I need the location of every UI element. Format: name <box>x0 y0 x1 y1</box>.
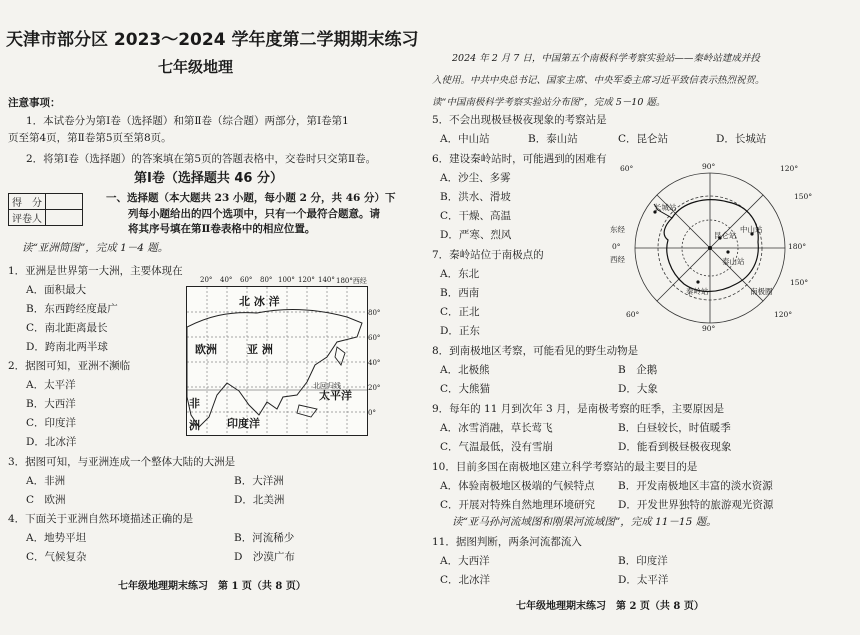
reading-2: 读“亚马孙河流域图和刚果河流域图”，完成 11－15 题。 <box>452 516 717 528</box>
q5-option-b: B．泰山站 <box>528 133 578 145</box>
polar-deg-120-sw: 120° <box>774 310 793 319</box>
polar-deg-60-nw: 60° <box>620 164 634 173</box>
score-label: 得 分 <box>9 194 46 210</box>
intro-line3: 读“中国南极科学考察实验站分布图”，完成 5－10 题。 <box>432 97 666 108</box>
polar-deg-120-ne: 120° <box>780 164 799 173</box>
lon-120: 120° <box>298 276 315 284</box>
q4-option-a: A．地势平坦 <box>26 532 87 544</box>
instr-line3: 将其序号填在第Ⅱ卷表格中的相应位置。 <box>128 223 316 235</box>
lat-80: 80° <box>368 309 381 317</box>
left-footer: 七年级地理期末练习 第 1 页（共 8 页） <box>118 581 306 592</box>
q7-stem: 7．秦岭站位于南极点的 <box>432 249 544 261</box>
label-indian-ocean: 印度洋 <box>227 417 260 430</box>
lon-80: 80° <box>260 276 273 284</box>
antarctica-map <box>610 160 813 335</box>
label-africa-1: 非 <box>189 397 200 410</box>
q11-stem: 11．据图判断，两条河流都流入 <box>432 536 582 548</box>
q6-option-b: B．洪水、滑坡 <box>440 191 511 203</box>
q7-option-c: C．正北 <box>440 306 480 318</box>
q8-option-d: D．大象 <box>618 383 658 395</box>
q8-stem: 8．到南极地区考察，可能看见的野生动物是 <box>432 345 639 357</box>
station-kunlun: 昆仑站 <box>714 231 737 240</box>
notice-2: 2．将第Ⅰ卷（选择题）的答案填在第5页的答题表格中，交卷时只交第Ⅱ卷。 <box>26 153 377 165</box>
lat-60: 60° <box>368 334 381 342</box>
q7-option-b: B．西南 <box>440 287 480 299</box>
q9-option-b: B．白昼较长，时值暖季 <box>618 422 731 434</box>
lat-0: 0° <box>368 409 376 417</box>
q11-option-d: D．太平洋 <box>618 574 669 586</box>
q7-option-d: D．正东 <box>440 325 480 337</box>
lon-20: 20° <box>200 276 213 284</box>
q2-option-b: B．大西洋 <box>26 398 76 410</box>
label-europe: 欧洲 <box>195 343 217 356</box>
notice-heading: 注意事项： <box>8 97 61 109</box>
polar-deg-150-w: 150° <box>790 278 809 287</box>
station-taishan: 泰山站 <box>722 257 745 266</box>
q11-option-c: C．北冰洋 <box>440 574 491 586</box>
polar-deg-90-top: 90° <box>702 162 716 171</box>
label-africa-2: 洲 <box>189 419 200 432</box>
polar-deg-90-bottom: 90° <box>702 324 716 333</box>
label-asia: 亚 洲 <box>247 343 273 356</box>
section-title: 第Ⅰ卷（选择题共 46 分） <box>134 171 283 186</box>
score-table <box>8 193 83 226</box>
station-qinling: 秦岭站 <box>686 287 709 296</box>
right-page <box>430 0 860 635</box>
reading-1: 读“亚洲简图”，完成 1－4 题。 <box>22 242 169 254</box>
q9-stem: 9．每年的 11 月到次年 3 月，是南极考察的旺季，主要原因是 <box>432 403 725 415</box>
label-arctic-ocean: 北 冰 洋 <box>239 295 280 308</box>
q3-option-a: A．非洲 <box>26 475 66 487</box>
notice-1-line2: 页至第4页，第Ⅱ卷第5页至第8页。 <box>8 132 172 144</box>
q4-stem: 4．下面关于亚洲自然环境描述正确的是 <box>8 513 194 525</box>
q2-stem: 2．据图可知，亚洲不濒临 <box>8 360 131 372</box>
intro-line1: 2024 年 2 月 7 日，中国第五个南极科学考察实验站——秦岭站建成并投 <box>452 53 760 64</box>
q11-option-b: B．印度洋 <box>618 555 668 567</box>
instr-line2: 列每小题给出的四个选项中，只有一个最符合题意。请 <box>128 208 380 220</box>
q11-option-a: A．大西洋 <box>440 555 490 567</box>
q6-option-c: C．干燥、高温 <box>440 210 512 222</box>
polar-deg-180: 180° <box>788 242 807 251</box>
lon-100: 100° <box>278 276 295 284</box>
q8-option-a: A．北极熊 <box>440 364 490 376</box>
asia-map-frame <box>186 286 368 436</box>
notice-1-line1: 1．本试卷分为第Ⅰ卷（选择题）和第Ⅱ卷（综合题）两部分，第Ⅰ卷第1 <box>26 115 349 127</box>
q2-option-c: C．印度洋 <box>26 417 77 429</box>
asia-map <box>186 276 382 436</box>
q10-option-a: A．体验南极地区极端的气候特点 <box>440 480 595 492</box>
q1-option-d: D．跨南北两半球 <box>26 341 108 353</box>
station-changcheng: 长城站 <box>654 203 677 212</box>
q2-option-a: A．太平洋 <box>26 379 76 391</box>
q4-option-c: C．气候复杂 <box>26 551 87 563</box>
q1-stem: 1．亚洲是世界第一大洲，主要体现在 <box>8 265 183 277</box>
label-pacific: 太平洋 <box>319 389 352 402</box>
intro-line2: 入使用。中共中央总书记、国家主席、中央军委主席习近平致信表示热烈祝贺。 <box>432 75 765 86</box>
q4-option-d: D 沙漠广布 <box>234 551 295 563</box>
q8-option-c: C．大熊猫 <box>440 383 491 395</box>
q9-option-c: C．气温最低，没有雪崩 <box>440 441 554 453</box>
q5-stem: 5．不会出现极昼极夜现象的考察站是 <box>432 114 607 126</box>
q1-option-a: A．面积最大 <box>26 284 87 296</box>
q4-option-b: B．河流稀少 <box>234 532 295 544</box>
q1-option-b: B．东西跨经度最广 <box>26 303 118 315</box>
q10-stem: 10．目前多国在南极地区建立科学考察站的最主要目的是 <box>432 461 698 473</box>
q9-option-a: A．冰雪消融，草长莺飞 <box>440 422 553 434</box>
polar-deg-150-e: 150° <box>794 192 813 201</box>
q3-option-c: C 欧洲 <box>26 494 66 506</box>
q9-option-d: D．能看到极昼极夜现象 <box>618 441 732 453</box>
q6-option-d: D．严寒、烈风 <box>440 229 512 241</box>
q10-option-d: D．开发世界独特的旅游观光资源 <box>618 499 774 511</box>
q5-option-a: A．中山站 <box>440 133 490 145</box>
q10-option-c: C．开展对特殊自然地理环境研究 <box>440 499 596 511</box>
antarctica-map-drawing <box>610 160 813 335</box>
q1-option-c: C．南北距离最长 <box>26 322 108 334</box>
lon-60: 60° <box>240 276 253 284</box>
label-tropic-of-cancer: 北回归线 <box>313 382 341 390</box>
lon-40: 40° <box>220 276 233 284</box>
q3-stem: 3．据图可知，与亚洲连成一个整体大陆的大洲是 <box>8 456 236 468</box>
lat-20: 20° <box>368 384 381 392</box>
lat-40: 40° <box>368 359 381 367</box>
right-footer: 七年级地理期末练习 第 2 页（共 8 页） <box>516 601 704 612</box>
score-cell[interactable] <box>46 194 83 210</box>
asia-map-drawing <box>187 287 367 435</box>
q7-option-a: A．东北 <box>440 268 480 280</box>
polar-deg-60-sw: 60° <box>626 310 640 319</box>
exam-subtitle: 七年级地理 <box>158 58 234 76</box>
grader-cell[interactable] <box>46 210 83 226</box>
q10-option-b: B．开发南极地区丰富的淡水资源 <box>618 480 773 492</box>
instr-line1: 一、选择题（本大题共 23 小题，每小题 2 分，共 46 分）下 <box>106 192 396 204</box>
q3-option-d: D．北美洲 <box>234 494 285 506</box>
polar-east-label: 东经 <box>610 225 625 234</box>
antarctic-circle-label: 南极圈 <box>750 287 773 296</box>
lon-160-180: 180°西经 <box>336 277 367 285</box>
q3-option-b: B．大洋洲 <box>234 475 284 487</box>
q6-stem: 6．建设秦岭站时，可能遇到的困难有 <box>432 153 607 165</box>
lon-140: 140° <box>318 276 335 284</box>
exam-title: 天津市部分区 2023～2024 学年度第二学期期末练习 <box>6 30 419 50</box>
q5-option-c: C．昆仑站 <box>618 133 669 145</box>
polar-deg-0: 0° <box>612 242 621 251</box>
station-zhongshan: 中山站 <box>740 225 763 234</box>
q6-option-a: A．沙尘、多雾 <box>440 172 511 184</box>
q2-option-d: D．北冰洋 <box>26 436 77 448</box>
q5-option-d: D．长城站 <box>716 133 767 145</box>
q8-option-b: B 企鹅 <box>618 364 658 376</box>
polar-west-label: 西经 <box>610 255 625 264</box>
grader-label: 评卷人 <box>9 210 46 226</box>
